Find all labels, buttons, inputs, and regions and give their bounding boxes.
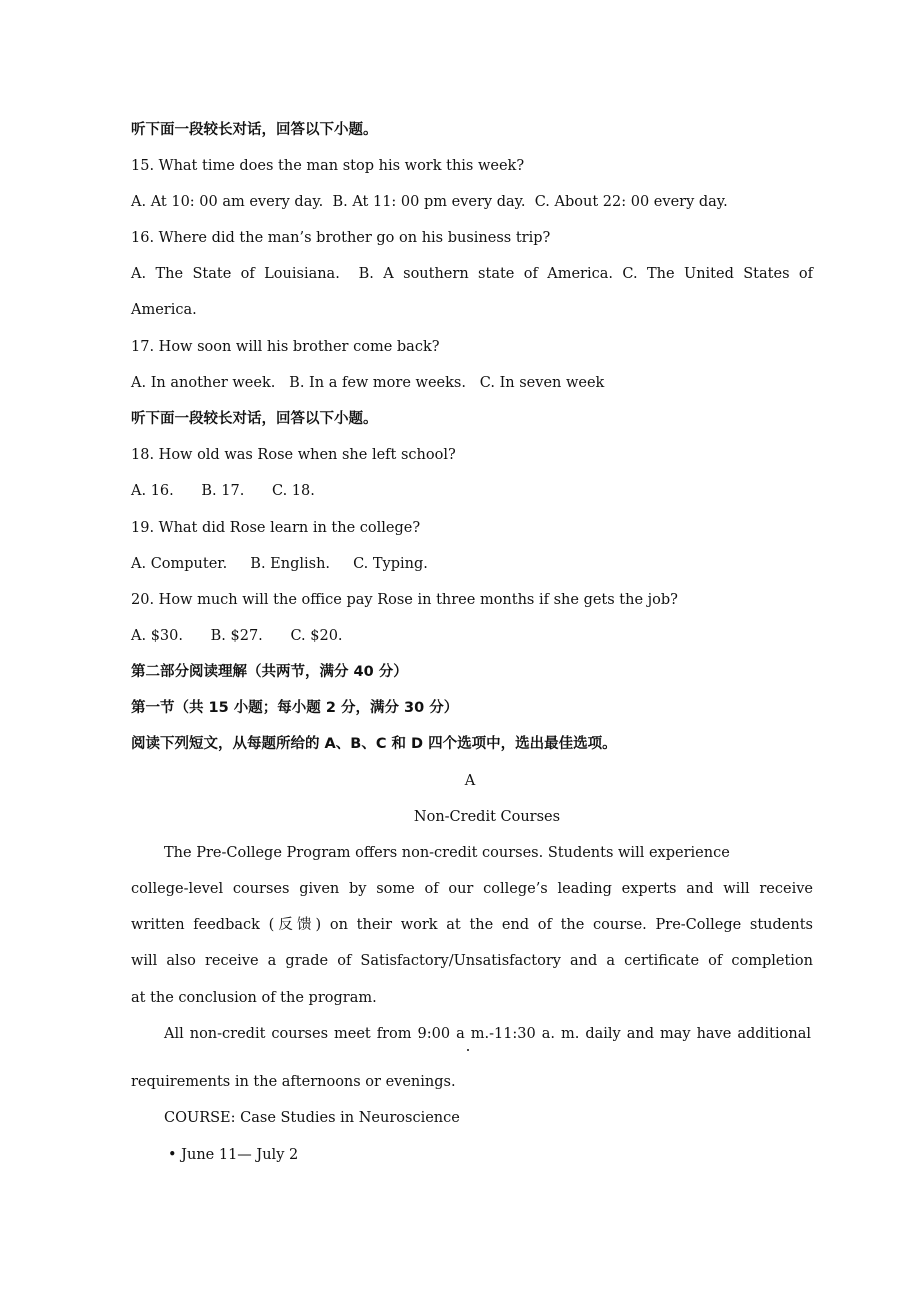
listening-section-header-1: 听下面一段较长对话，回答以下小题。	[131, 122, 378, 138]
question-17-options: A. In another week. B. In a few more weeks. C. In seven week	[131, 375, 605, 391]
passage-p2-line2: requirements in the afternoons or evenings.	[131, 1074, 456, 1090]
part2-section-title: 第一节（共 15 小题；每小题 2 分，满分 30 分）	[131, 700, 459, 716]
passage-p1-line1: The Pre-College Program offers non-credit courses. Students will experience	[164, 845, 730, 861]
question-17: 17. How soon will his brother come back?	[131, 339, 440, 355]
passage-p1-line4: will also receive a grade of Satisfactory/Unsatisfactory and a certificate of completion	[131, 953, 813, 969]
part2-title: 第二部分阅读理解（共两节，满分 40 分）	[131, 664, 408, 680]
listening-section-header-2: 听下面一段较长对话，回答以下小题。	[131, 411, 378, 427]
question-18: 18. How old was Rose when she left school?	[131, 447, 456, 463]
part2-instructions: 阅读下列短文，从每题所给的 A、B、C 和 D 四个选项中，选出最佳选项。	[131, 736, 617, 752]
question-19: 19. What did Rose learn in the college?	[131, 520, 421, 536]
passage-letter: A	[464, 773, 476, 789]
stray-dot	[467, 1049, 469, 1051]
course-heading: COURSE: Case Studies in Neuroscience	[164, 1110, 460, 1126]
question-15: 15. What time does the man stop his work this week?	[131, 158, 525, 174]
question-16-options-line2: America.	[131, 302, 197, 318]
question-19-options: A. Computer. B. English. C. Typing.	[131, 556, 428, 572]
question-20: 20. How much will the office pay Rose in three months if she gets the job?	[131, 592, 678, 608]
question-18-options: A. 16. B. 17. C. 18.	[131, 483, 315, 499]
question-16: 16. Where did the man’s brother go on his business trip?	[131, 230, 551, 246]
question-20-options: A. $30. B. $27. C. $20.	[131, 628, 343, 644]
question-15-options: A. At 10: 00 am every day. B. At 11: 00 pm every day. C. About 22: 00 every day.	[131, 194, 728, 210]
course-date-bullet: • June 11— July 2	[168, 1147, 299, 1163]
passage-p1-line3: written feedback (反馈) on their work at the end of the course. Pre-College students	[131, 917, 813, 933]
passage-p1-line5: at the conclusion of the program.	[131, 990, 377, 1006]
passage-p2-line1: All non-credit courses meet from 9:00 a m.-11:30 a. m. daily and may have additional	[164, 1026, 811, 1042]
passage-p1-line2: college-level courses given by some of our college’s leading experts and will receive	[131, 881, 813, 897]
passage-title: Non-Credit Courses	[413, 809, 561, 825]
question-16-options-line1: A. The State of Louisiana. B. A southern state of America. C. The United States of	[131, 266, 813, 282]
